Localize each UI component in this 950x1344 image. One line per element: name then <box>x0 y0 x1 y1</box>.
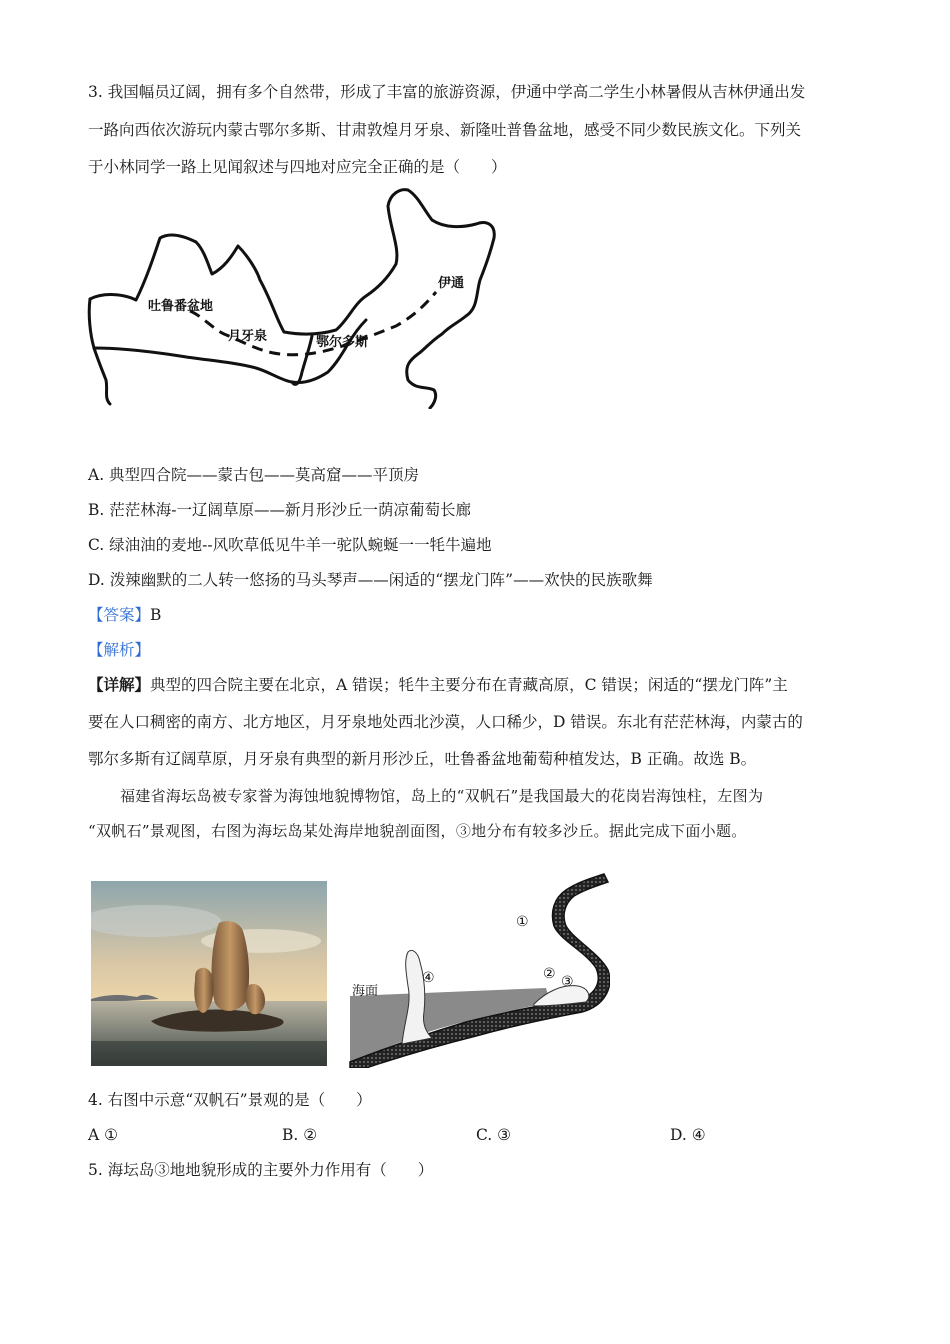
q3-analysis <box>88 640 150 660</box>
q3-stem-line-1: 3. 我国幅员辽阔，拥有多个自然带，形成了丰富的旅游资源，伊通中学高二学生小林暑假从吉林伊通出发 <box>88 83 806 101</box>
q3-detail-line-3: 鄂尔多斯有辽阔草原，月牙泉有典型的新月形沙丘，吐鲁番盆地葡萄种植发达，B 正确。故选 B。 <box>88 750 757 768</box>
label-3: ③ <box>561 974 574 990</box>
twin-sail-rock-photo <box>91 881 327 1066</box>
map-label-ordos: 鄂尔多斯 <box>316 335 369 350</box>
detail-text-1: 典型的四合院主要在北京，A 错误；牦牛主要分布在青藏高原，C 错误；闲适的“摆龙门阵”主 <box>150 676 788 694</box>
q3-option-c: C. 绿油油的麦地--风吹草低见牛羊一驼队蜿蜒一一牦牛遍地 <box>88 536 492 554</box>
sea-level-label: 海面 <box>352 984 379 999</box>
q3-option-d: D. 泼辣幽默的二人转一悠扬的马头琴声——闲适的“摆龙门阵”——欢快的民族歌舞 <box>88 571 653 589</box>
analysis-tag: 【解析】 <box>88 641 151 659</box>
q4-option-b: B. ② <box>282 1126 318 1144</box>
q3-detail-line-1 <box>88 675 788 695</box>
q3-stem-line-3: 于小林同学一路上见闻叙述与四地对应完全正确的是（ ） <box>88 158 507 176</box>
map-label-yitong: 伊通 <box>438 276 465 291</box>
q5-stem: 5. 海坛岛③地地貌形成的主要外力作用有（ ） <box>88 1161 434 1179</box>
q3-answer <box>88 605 161 625</box>
q4-stem: 4. 右图中示意“双帆石”景观的是（ ） <box>88 1091 372 1109</box>
label-4: ④ <box>422 970 435 986</box>
intro-line-2: “双帆石”景观图，右图为海坛岛某处海岸地貌剖面图，③地分布有较多沙丘。据此完成下面小题。 <box>88 822 747 840</box>
answer-value: B <box>150 606 162 624</box>
intro-line-1: 福建省海坛岛被专家誉为海蚀地貌博物馆，岛上的“双帆石”是我国最大的花岗岩海蚀柱，左图为 <box>120 787 764 805</box>
map-label-turpan: 吐鲁番盆地 <box>148 299 214 314</box>
q3-detail-line-2: 要在人口稠密的南方、北方地区，月牙泉地处西北沙漠，人口稀少，D 错误。东北有茫茫林海，内蒙古的 <box>88 713 803 731</box>
label-1: ① <box>516 914 529 930</box>
q3-stem-line-2: 一路向西依次游玩内蒙古鄂尔多斯、甘肃敦煌月牙泉、新隆吐普鲁盆地，感受不同少数民族文化。下列关 <box>88 121 802 139</box>
answer-tag: 【答案】 <box>88 606 151 624</box>
detail-tag: 【详解】 <box>88 675 151 694</box>
q3-option-a: A. 典型四合院——蒙古包——莫高窟——平顶房 <box>88 466 420 484</box>
coastal-profile-diagram <box>346 872 610 1068</box>
route-map <box>84 184 504 409</box>
q3-option-b: B. 茫茫林海-一辽阔草原——新月形沙丘一荫凉葡萄长廊 <box>88 501 471 519</box>
q4-option-d: D. ④ <box>670 1126 706 1144</box>
q4-option-a: A ① <box>88 1126 119 1144</box>
q4-option-c: C. ③ <box>476 1126 512 1144</box>
label-2: ② <box>543 966 556 982</box>
map-label-crescent-spring: 月牙泉 <box>228 329 268 344</box>
